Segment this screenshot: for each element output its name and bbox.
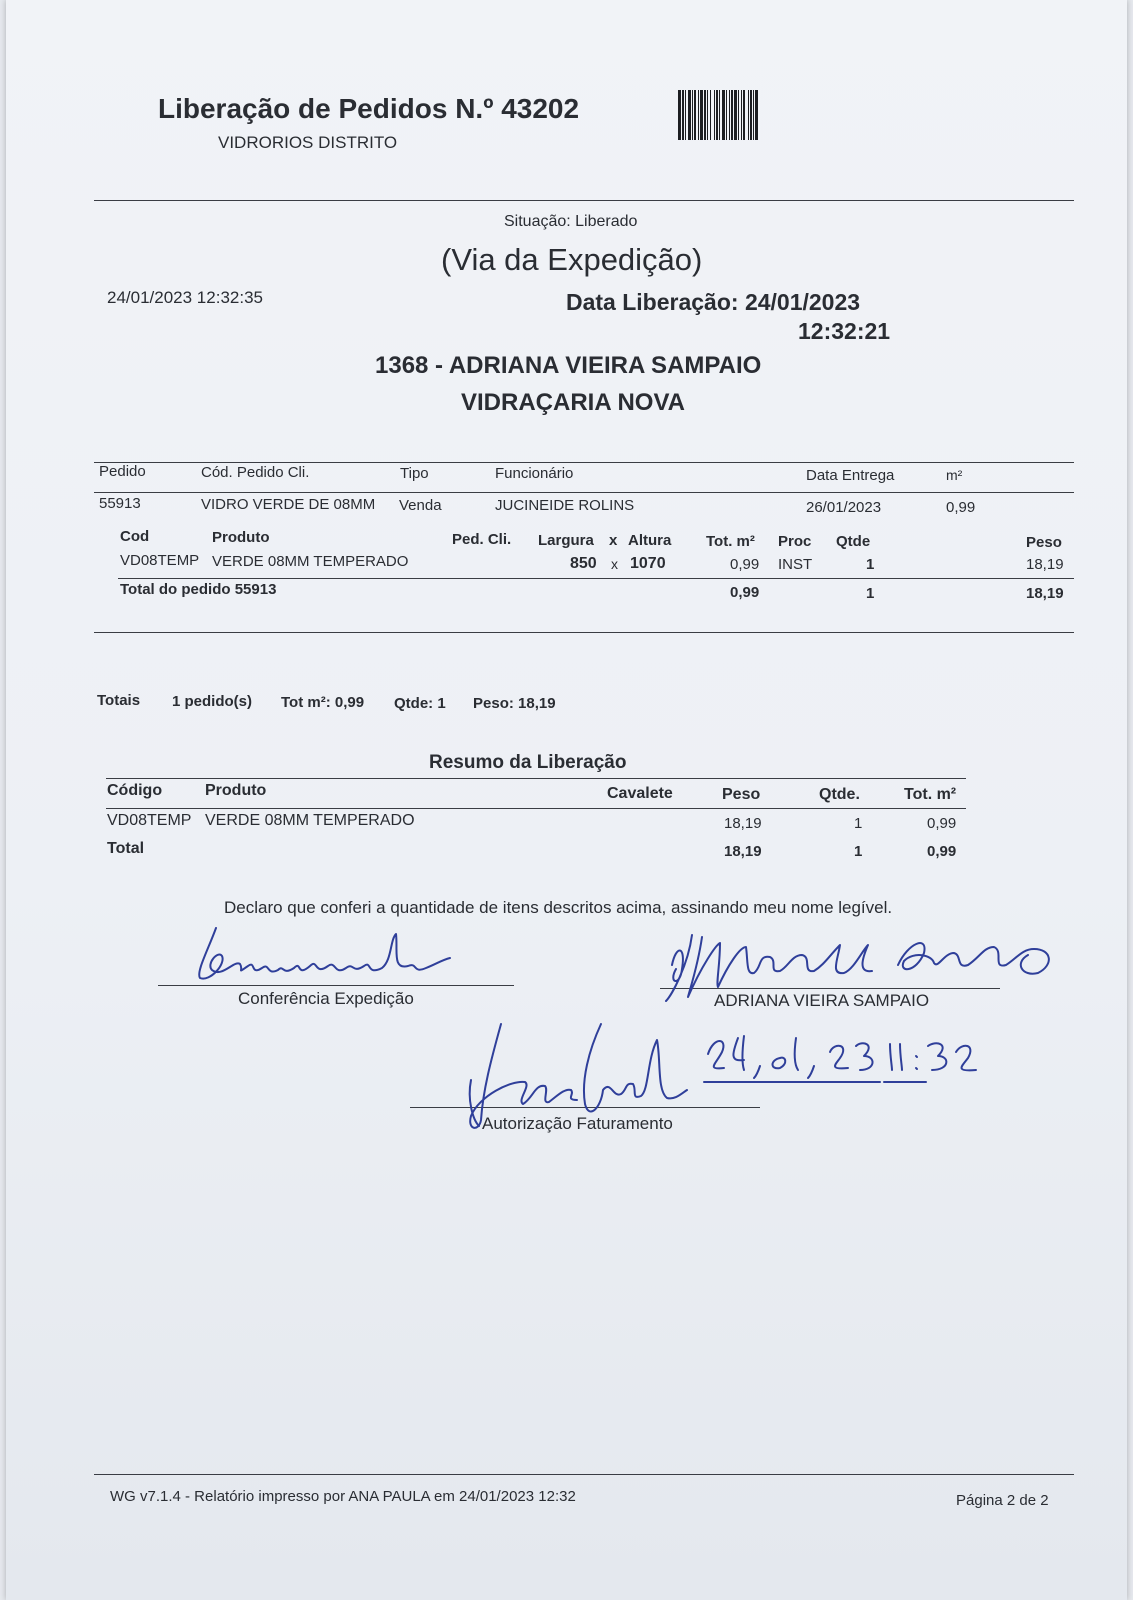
item-x: x (611, 556, 618, 572)
item-col-ped-cli: Ped. Cli. (452, 531, 512, 548)
resumo-total-tot-m2: 0,99 (927, 843, 957, 860)
row-m2: 0,99 (946, 499, 976, 516)
resumo-col-codigo: Código (107, 782, 163, 799)
col-m2: m² (946, 467, 963, 483)
item-col-cod: Cod (120, 528, 150, 545)
item-peso: 18,19 (1026, 556, 1064, 573)
barcode (678, 90, 850, 140)
totais-qtde: Qtde: 1 (394, 695, 446, 712)
table-bottom-rule (94, 632, 1074, 633)
resumo-top-rule (106, 778, 966, 779)
autorizacao-label: Autorização Faturamento (482, 1114, 673, 1133)
resumo-row-qtde: 1 (854, 815, 863, 832)
row-funcionario: JUCINEIDE ROLINS (495, 497, 635, 514)
document-page (6, 0, 1127, 1600)
resumo-header-rule (106, 808, 966, 809)
row-cod-pedido-cli: VIDRO VERDE DE 08MM (201, 496, 376, 513)
item-produto: VERDE 08MM TEMPERADO (212, 553, 409, 570)
order-total-peso: 18,19 (1026, 585, 1064, 602)
footer-page-number: Página 2 de 2 (956, 1492, 1049, 1509)
printed-datetime: 24/01/2023 12:32:35 (107, 288, 263, 307)
order-total-label: Total do pedido 55913 (120, 581, 277, 598)
item-col-x: x (609, 532, 618, 549)
col-cod-pedido-cli: Cód. Pedido Cli. (201, 464, 310, 481)
col-tipo: Tipo (400, 465, 429, 482)
data-liberacao: Data Liberação: 24/01/2023 (566, 289, 861, 315)
resumo-col-tot-m2: Tot. m² (904, 786, 957, 803)
table-top-rule (94, 462, 1074, 463)
item-col-qtde: Qtde (836, 533, 871, 550)
document-title: Liberação de Pedidos N.º 43202 (158, 93, 580, 124)
divider (94, 200, 1074, 201)
resumo-row-produto: VERDE 08MM TEMPERADO (205, 812, 415, 829)
item-col-largura: Largura (538, 532, 594, 549)
item-cod: VD08TEMP (120, 552, 200, 569)
resumo-col-produto: Produto (205, 782, 267, 799)
resumo-col-qtde: Qtde. (819, 786, 860, 803)
conferencia-label: Conferência Expedição (238, 989, 414, 1008)
item-qtde: 1 (866, 556, 875, 573)
resumo-row-peso: 18,19 (724, 815, 762, 832)
item-proc: INST (778, 556, 813, 573)
row-data-entrega: 26/01/2023 (806, 499, 882, 516)
item-col-tot-m2: Tot. m² (706, 533, 755, 550)
resumo-row-codigo: VD08TEMP (107, 812, 192, 829)
item-largura: 850 (570, 555, 597, 572)
totais-label: Totais (97, 692, 141, 709)
situacao-label: Situação: Liberado (504, 213, 638, 230)
row-pedido: 55913 (99, 495, 141, 512)
item-altura: 1070 (630, 555, 666, 572)
resumo-col-cavalete: Cavalete (607, 785, 673, 802)
cliente-label: ADRIANA VIEIRA SAMPAIO (714, 991, 930, 1010)
item-total-rule (118, 578, 1074, 579)
resumo-row-tot-m2: 0,99 (927, 815, 957, 832)
totais-pedidos: 1 pedido(s) (172, 693, 253, 710)
footer-printed-by: WG v7.1.4 - Relatório impresso por ANA PAULA em 24/01/2023 12:32 (110, 1488, 576, 1505)
declaration-text: Declaro que conferi a quantidade de itens descritos acima, assinando meu nome legível. (224, 898, 893, 917)
order-total-qtde: 1 (866, 585, 875, 602)
col-funcionario: Funcionário (495, 465, 574, 482)
item-tot-m2: 0,99 (730, 556, 760, 573)
resumo-total-peso: 18,19 (724, 843, 762, 860)
resumo-title: Resumo da Liberação (429, 752, 627, 773)
client-business: VIDRAÇARIA NOVA (461, 389, 686, 416)
resumo-total-label: Total (107, 840, 145, 857)
totais-tot-m2: Tot m²: 0,99 (281, 694, 365, 711)
resumo-col-peso: Peso (722, 786, 761, 803)
client-name: 1368 - ADRIANA VIEIRA SAMPAIO (375, 352, 762, 379)
company-name: VIDRORIOS DISTRITO (218, 133, 398, 152)
col-pedido: Pedido (99, 463, 146, 480)
resumo-total-qtde: 1 (854, 843, 863, 860)
row-tipo: Venda (399, 497, 442, 514)
totais-peso: Peso: 18,19 (473, 695, 556, 712)
order-total-m2: 0,99 (730, 584, 760, 601)
via-label: (Via da Expedição) (441, 242, 703, 277)
col-data-entrega: Data Entrega (806, 467, 895, 484)
item-col-peso: Peso (1026, 534, 1062, 551)
header-rule (94, 492, 1074, 493)
item-col-altura: Altura (628, 532, 672, 549)
item-col-produto: Produto (212, 529, 270, 546)
hora-liberacao: 12:32:21 (798, 318, 891, 344)
item-col-proc: Proc (778, 533, 812, 550)
footer-rule (94, 1474, 1074, 1475)
